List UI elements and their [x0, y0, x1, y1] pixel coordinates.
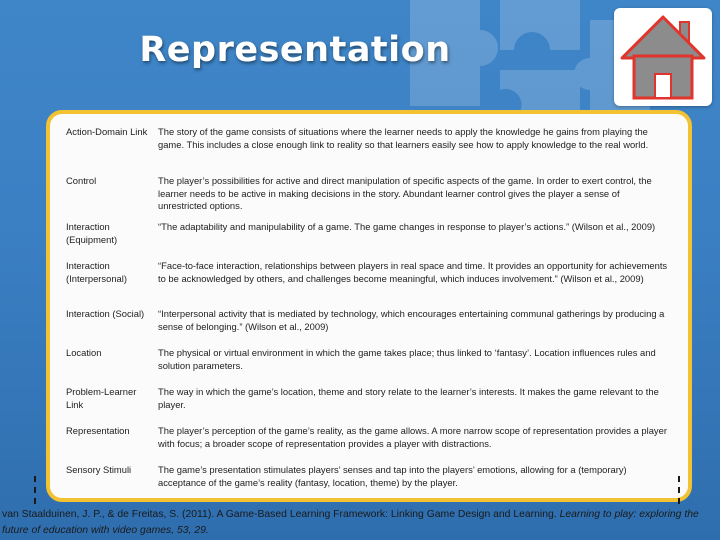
row-term: Interaction (Social) — [66, 308, 145, 319]
row-definition: The physical or virtual environment in which the game takes place; thus linked to ‘fantasy’. Location influences rules and solution parameters. — [158, 347, 656, 371]
row-term: Sensory Stimuli — [66, 464, 132, 475]
row-definition: “The adaptability and manipulability of a game. The game changes in response to player’s actions.” (Wilson et al., 2009) — [158, 221, 656, 232]
row-term: Representation — [66, 425, 130, 436]
row-definition: “Interpersonal activity that is mediated by technology, which encourages entertaining communal gatherings by producing a sense of belonging.” (Wilson et al., 2009) — [158, 308, 665, 332]
content-panel — [46, 110, 692, 502]
row-term: Interaction (Equipment) — [66, 221, 118, 245]
row-term: Location — [66, 347, 102, 358]
row-definition: The game’s presentation stimulates players’ senses and tap into the players’ emotions, allowing for a (temporary) acceptance of the game’s reality (fantasy, location, theme) by the player. — [158, 464, 627, 488]
row-definition: The player’s possibilities for active and direct manipulation of specific aspects of the game. In order to exert control, the learner needs to be active in making decisions in the story. Abundant learner control gives the player a sense of unrestricted options. — [158, 175, 652, 212]
citation-source: Learning to play: exploring the future of education with video games, 53, 29. — [2, 509, 699, 536]
row-term: Control — [66, 175, 97, 186]
row-definition: The way in which the game’s location, theme and story relate to the learner’s interests. It makes the game relevant to the player. — [158, 386, 659, 410]
citation-text: van Staalduinen, J. P., & de Freitas, S. (2011). A Game-Based Learning Framework: Linking Game Design and Learning. — [2, 509, 557, 520]
house-icon — [614, 8, 712, 106]
left-connector-line — [34, 476, 36, 504]
row-term: Interaction (Interpersonal) — [66, 260, 127, 284]
citation — [2, 507, 718, 539]
home-button[interactable] — [614, 8, 712, 106]
right-connector-line — [678, 476, 680, 504]
row-definition: The story of the game consists of situations where the learner needs to apply the knowledge he gains from playing the game. This includes a close enough link to reality so that learners easily see how to apply knowledge to the real world. — [158, 126, 649, 150]
row-term: Problem-Learner Link — [66, 386, 137, 410]
row-definition: “Face-to-face interaction, relationships between players in real space and time. It provides an opportunity for achievements to be acknowledged by others, and challenges become meaningful, which induces involvement.” (Wilson et al., 2009) — [158, 260, 668, 284]
page-title: Representation — [139, 30, 451, 70]
row-term: Action-Domain Link — [66, 126, 148, 137]
row-definition: The player’s perception of the game’s reality, as the game allows. A more narrow scope of representation provides a player with focus; a broader scope of representation provides a player with distractions. — [158, 425, 667, 449]
